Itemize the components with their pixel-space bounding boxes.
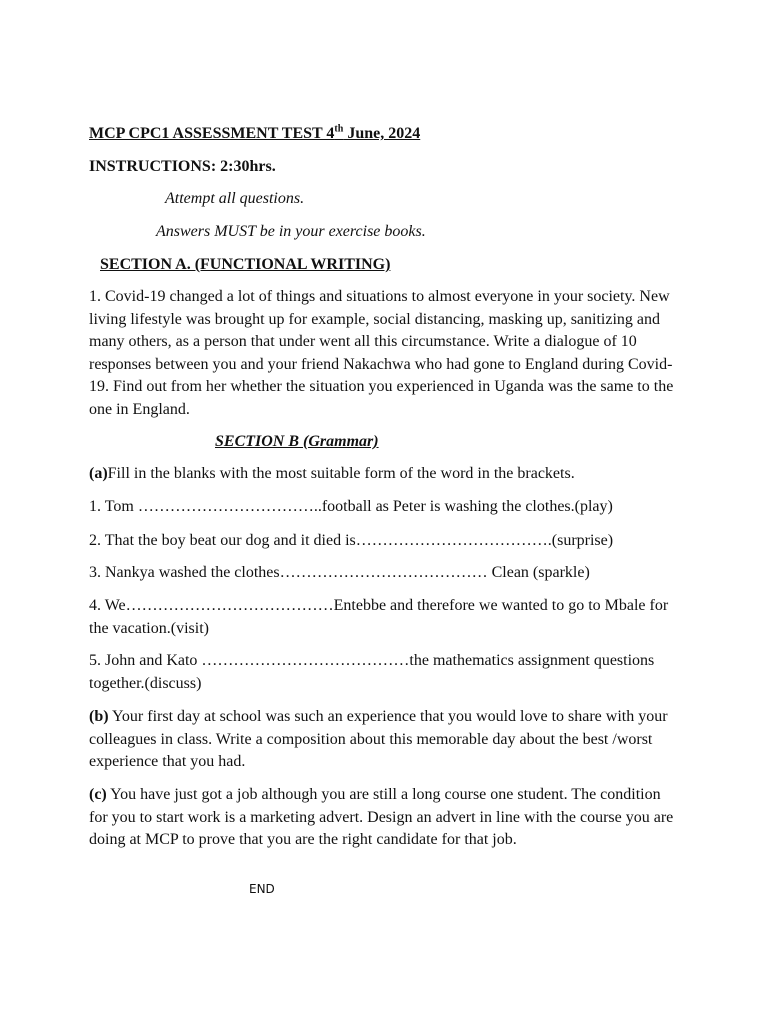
grammar-item-3: 3. Nankya washed the clothes………………………………… Clean (sparkle) [89,564,590,581]
end-marker: END [249,882,275,896]
document-title: MCP CPC1 ASSESSMENT TEST 4th June, 2024 [89,123,421,142]
grammar-item-1: 1. Tom ……………………………..football as Peter is washing the clothes.(play) [89,498,613,515]
part-c-question: (c) You have just got a job although you are still a long course one student. The condition for you to start work is a marketing advert. Design an advert in line with the course you are doing at MCP to prove that you are the right candidate for that job. [89,786,674,848]
grammar-item-5: 5. John and Kato …………………………………the mathematics assignment questions together.(discuss) [89,652,655,692]
section-a-heading: SECTION A. (FUNCTIONAL WRITING) [100,256,391,273]
instructions-heading: INSTRUCTIONS: 2:30hrs. [89,158,276,175]
instruction-attempt-all: Attempt all questions. [165,190,305,207]
instruction-exercise-books: Answers MUST be in your exercise books. [156,223,426,240]
part-b-question: (b) Your first day at school was such an experience that you would love to share with your colleagues in class. Write a composition about this memorable day about the best /worst experience that you had. [89,708,668,770]
section-b-heading: SECTION B (Grammar) [215,433,379,450]
title-superscript: th [334,123,344,135]
grammar-item-4: 4. We…………………………………Entebbe and therefore we wanted to go to Mbale for the vacation.(visit) [89,597,669,637]
section-a-question-1: 1. Covid-19 changed a lot of things and situations to almost everyone in your society. New living lifestyle was brought up for example, social distancing, masking up, sanitizing and many others, as a person that under went all this circumstance. Write a dialogue of 10 responses between you and your friend Nakachwa who had gone to England during Covid-19. Find out from her whether the situation you experienced in Uganda was the same to the one in England. [89,288,674,418]
part-a-instruction: (a)Fill in the blanks with the most suitable form of the word in the brackets. [89,465,575,482]
grammar-item-2: 2. That the boy beat our dog and it died is……………………………….(surprise) [89,532,614,549]
